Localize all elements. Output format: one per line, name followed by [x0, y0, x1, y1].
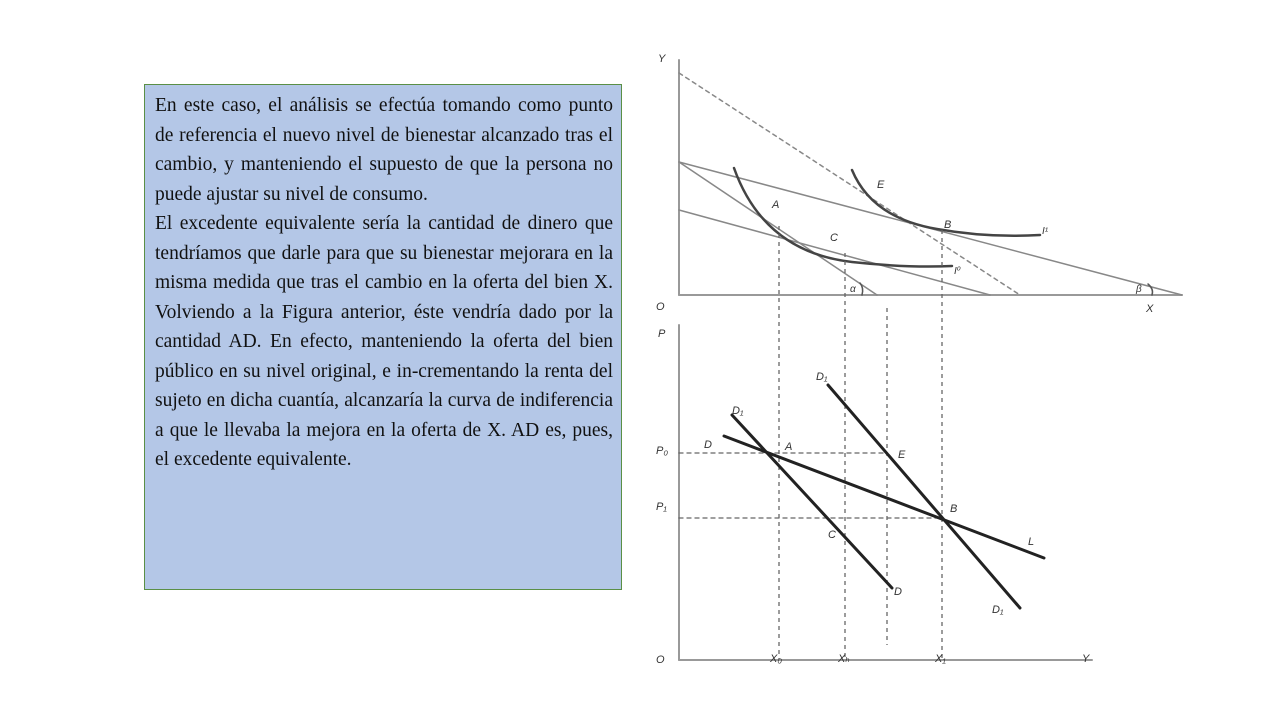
- point-b-top: B: [944, 219, 952, 231]
- quantity-label-x1: X₁: [935, 653, 946, 665]
- demand-curve-d-l: [724, 436, 1044, 558]
- point-c-top: C: [830, 232, 838, 244]
- curve-label-d1-top: D₁: [732, 405, 744, 417]
- paragraph-2: El excedente equivalente sería la cantidad de dinero que tendríamos que darle para que su bienestar mejorara en la misma medida que tras el cambio en la oferta del bien X. Volviendo a la Figura anterior, éste vendría dado por la cantidad AD. En efecto, manteniendo la oferta del bien público en su nivel original, e in-crementando la renta del sujeto en dicha cuantía, alcanzaría la curva de indiferencia a que le llevaba la mejora en la oferta de X. AD es, pues, el excedente equivalente.: [155, 213, 613, 470]
- curve-label-d-left: D: [704, 439, 712, 451]
- demand-curve-d1-right: [828, 385, 1020, 608]
- quantity-label-xh: Xₕ: [838, 653, 850, 665]
- bottom-x-label: Y: [1082, 653, 1090, 665]
- curve-label-d-bottom: D: [894, 586, 902, 598]
- top-origin-label: O: [656, 301, 665, 313]
- curve-label-d1-bottom: D₁: [992, 604, 1004, 616]
- top-y-label: Y: [658, 53, 666, 65]
- top-panel: [656, 53, 1182, 315]
- bottom-origin-label: O: [656, 654, 665, 666]
- paragraph-1: En este caso, el análisis se efectúa tomando como punto de referencia el nuevo nivel de bienestar alcanzado tras el cambio, y manteniendo el supuesto de que la persona no puede ajustar su nivel de consumo.: [155, 95, 613, 205]
- curve-i0-label: I⁰: [954, 266, 961, 277]
- indifference-curve-i0: [734, 168, 952, 267]
- point-b-bottom: B: [950, 503, 958, 515]
- point-e-top: E: [877, 179, 885, 191]
- point-a-bottom: A: [785, 441, 793, 453]
- demand-curve-d1-left: [732, 415, 892, 588]
- bottom-panel: [656, 325, 1092, 666]
- curve-label-l: L: [1028, 536, 1035, 548]
- price-label-p0: P₀: [656, 445, 668, 457]
- point-c-bottom: C: [828, 529, 836, 541]
- vertical-guides: [779, 226, 942, 660]
- explanation-text-box: [144, 84, 622, 590]
- curve-label-d1-upper: D₁: [816, 371, 828, 383]
- point-e-bottom: E: [898, 449, 906, 461]
- point-a-top: A: [772, 199, 780, 211]
- angle-beta-label: β: [1136, 284, 1142, 295]
- top-x-label: X: [1146, 303, 1154, 315]
- angle-alpha-label: α: [850, 284, 856, 295]
- curve-i1-label: I¹: [1042, 226, 1049, 237]
- consumer-surplus-diagram: [652, 40, 1192, 670]
- quantity-label-x0: X₀: [770, 653, 782, 665]
- price-label-p1: P₁: [656, 501, 667, 513]
- bottom-y-label: P: [658, 328, 666, 340]
